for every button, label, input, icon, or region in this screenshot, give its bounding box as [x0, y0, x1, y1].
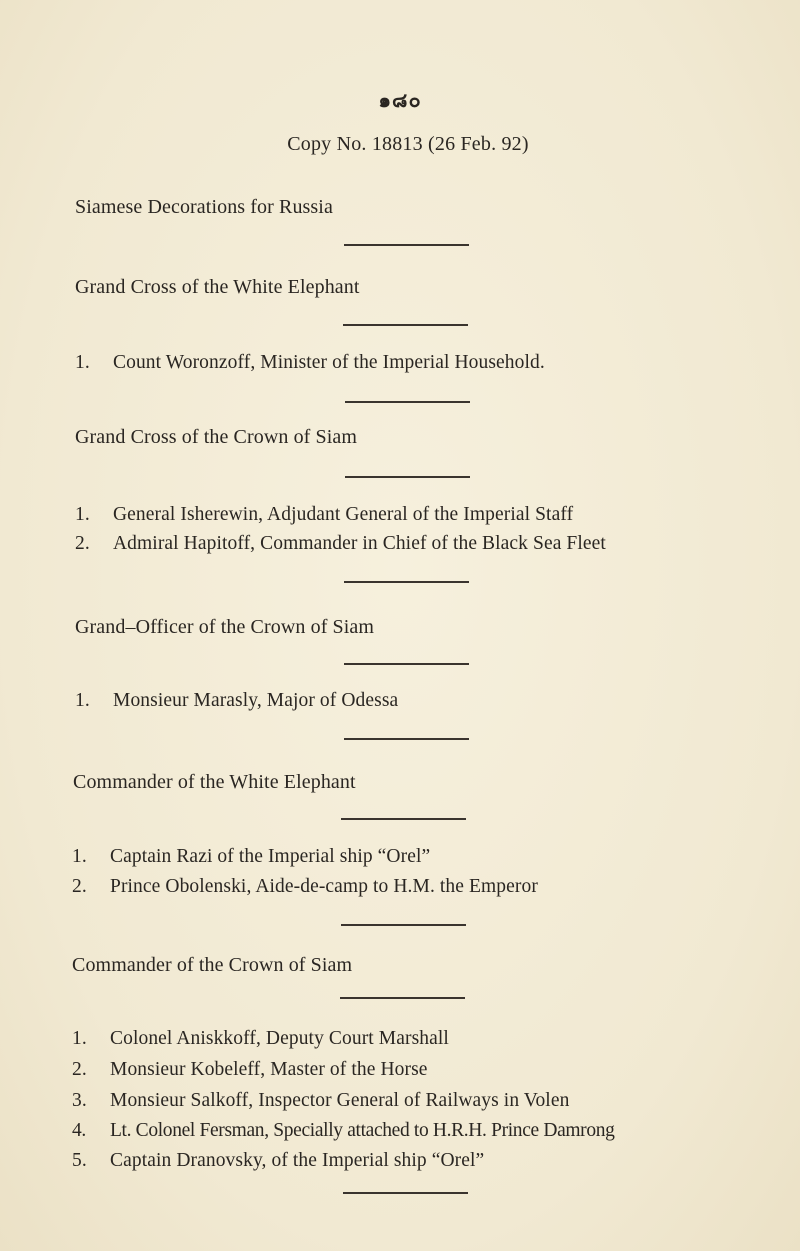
- divider-rule: [341, 924, 466, 926]
- list-item: [75, 533, 606, 555]
- item-number: 2.: [75, 533, 90, 554]
- section-heading: Grand–Officer of the Crown of Siam: [75, 616, 375, 638]
- item-text: Colonel Aniskkoff, Deputy Court Marshall: [110, 1028, 449, 1049]
- divider-rule: [344, 663, 469, 665]
- item-text: Count Woronzoff, Minister of the Imperial Household.: [113, 352, 545, 373]
- list-item: [72, 1028, 449, 1050]
- divider-rule: [343, 1192, 468, 1194]
- list-item: [72, 1120, 615, 1142]
- item-text: Monsieur Kobeleff, Master of the Horse: [110, 1059, 428, 1080]
- item-number: 3.: [72, 1090, 87, 1111]
- item-number: 1.: [72, 846, 87, 867]
- divider-rule: [345, 476, 470, 478]
- document-title: Siamese Decorations for Russia: [75, 196, 333, 218]
- divider-rule: [345, 401, 470, 403]
- item-number: 2.: [72, 1059, 87, 1080]
- page-number: ๑๘๐: [378, 90, 422, 112]
- item-number: 4.: [72, 1120, 86, 1141]
- section-heading: Commander of the Crown of Siam: [72, 954, 353, 976]
- section-heading: Commander of the White Elephant: [73, 771, 356, 793]
- divider-rule: [341, 818, 466, 820]
- divider-rule: [344, 738, 469, 740]
- item-text: General Isherewin, Adjudant General of the Imperial Staff: [113, 504, 574, 525]
- item-number: 2.: [72, 876, 87, 897]
- item-text: Lt. Colonel Fersman, Specially attached to H.R.H. Prince Damrong: [110, 1120, 615, 1141]
- divider-rule: [340, 997, 465, 999]
- item-number: 1.: [75, 352, 90, 373]
- list-item: [72, 1090, 569, 1112]
- item-text: Monsieur Salkoff, Inspector General of Railways in Volen: [110, 1090, 570, 1111]
- item-text: Captain Razi of the Imperial ship “Orel”: [110, 846, 431, 867]
- list-item: [72, 1059, 428, 1081]
- section-heading: Grand Cross of the White Elephant: [75, 276, 360, 298]
- divider-rule: [344, 244, 469, 246]
- item-number: 5.: [72, 1150, 87, 1171]
- item-number: 1.: [75, 504, 90, 525]
- list-item: [72, 876, 538, 898]
- list-item: [75, 352, 545, 374]
- divider-rule: [343, 324, 468, 326]
- list-item: [72, 1150, 484, 1172]
- item-text: Monsieur Marasly, Major of Odessa: [113, 690, 399, 711]
- item-text: Admiral Hapitoff, Commander in Chief of the Black Sea Fleet: [113, 533, 606, 554]
- item-number: 1.: [75, 690, 90, 711]
- divider-rule: [344, 581, 469, 583]
- item-text: Captain Dranovsky, of the Imperial ship “Orel”: [110, 1150, 485, 1171]
- item-text: Prince Obolenski, Aide-de-camp to H.M. the Emperor: [110, 876, 538, 897]
- list-item: [75, 690, 398, 712]
- list-item: [75, 504, 573, 526]
- copy-number-line: Copy No. 18813 (26 Feb. 92): [287, 133, 529, 155]
- list-item: [72, 846, 430, 868]
- section-heading: Grand Cross of the Crown of Siam: [75, 426, 358, 448]
- item-number: 1.: [72, 1028, 87, 1049]
